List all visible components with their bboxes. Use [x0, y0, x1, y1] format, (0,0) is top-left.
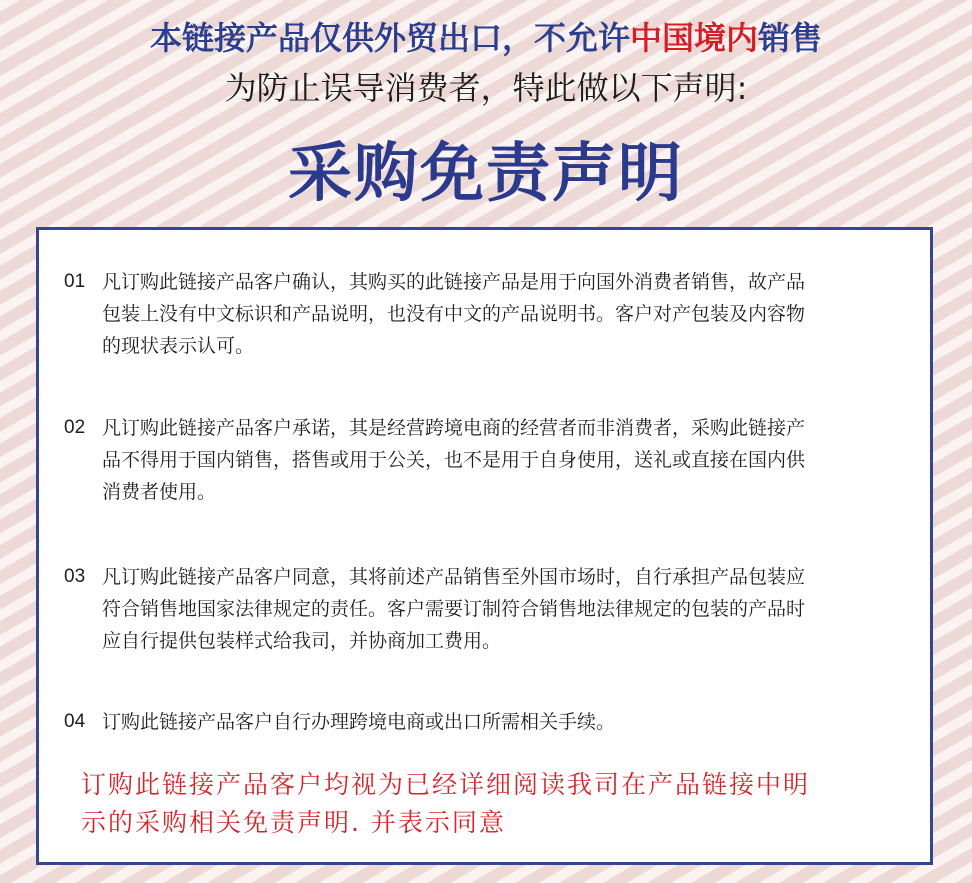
- clause-04: [64, 706, 924, 738]
- clause-number: 02: [64, 417, 86, 438]
- clause-text: 凡订购此链接产品客户确认，其购买的此链接产品是用于向国外消费者销售，故产品 包装上没有中文标识和产品说明，也没有中文的产品说明书。客户对产包装及内容物 的现状表示认可。: [102, 271, 806, 357]
- clause-text: 订购此链接产品客户自行办理跨境电商或出口所需相关手续。: [102, 711, 616, 733]
- export-only-headline: [0, 16, 972, 60]
- clause-number: 04: [64, 711, 86, 732]
- agreement-notice: 订购此链接产品客户均视为已经详细阅读我司在产品链接中明 示的采购相关免责声明. 并表示同意: [81, 770, 811, 837]
- headline-part-2: 销售: [758, 19, 823, 57]
- declaration-intro: 为防止误导消费者，特此做以下声明:: [224, 69, 748, 107]
- headline-highlight: 中国境内: [629, 19, 758, 57]
- clause-number: 01: [64, 271, 86, 292]
- page-title: 采购免责声明: [288, 137, 684, 211]
- headline-part-1: 本链接产品仅供外贸出口，不允许: [149, 19, 630, 57]
- disclaimer-panel: [36, 227, 933, 865]
- clause-02: [64, 412, 924, 508]
- clause-text: 凡订购此链接产品客户同意，其将前述产品销售至外国市场时，自行承担产品包装应 符合销售地国家法律规定的责任。客户需要订制符合销售地法律规定的包装的产品时 应自行提供包装样式给我司，并协商加工费用。: [102, 566, 806, 652]
- clause-01: [64, 266, 924, 362]
- clause-text: 凡订购此链接产品客户承诺，其是经营跨境电商的经营者而非消费者，采购此链接产 品不得用于国内销售，搭售或用于公关，也不是用于自身使用，送礼或直接在国内供 消费者使用。: [102, 417, 806, 503]
- clause-03: [64, 561, 924, 657]
- clause-number: 03: [64, 566, 86, 587]
